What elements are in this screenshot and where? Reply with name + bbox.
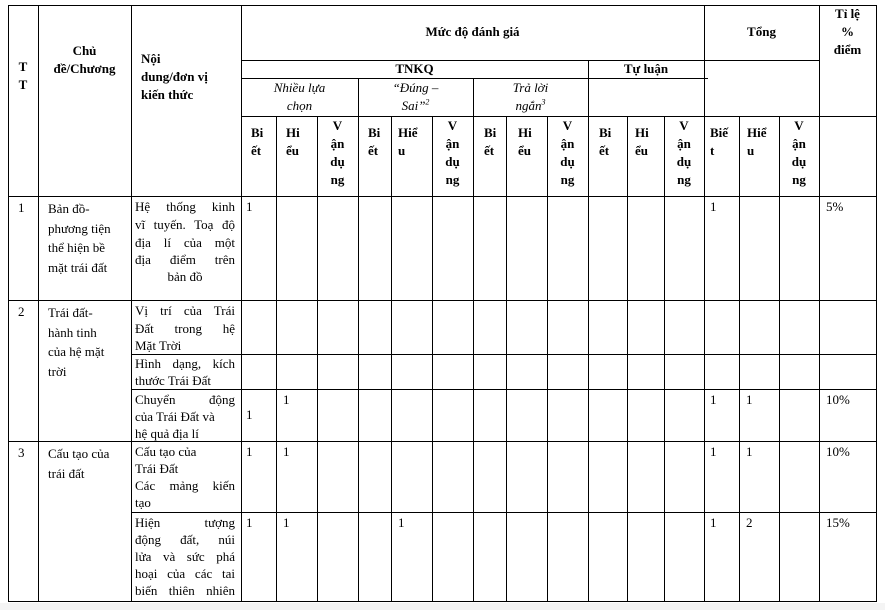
dung-sai-footnote: 2 bbox=[425, 97, 430, 107]
value-cell: 1 bbox=[246, 515, 253, 530]
page-edge bbox=[0, 603, 885, 610]
value-cell: 1 bbox=[710, 199, 717, 214]
tra-loi-ngan-footnote: 3 bbox=[541, 97, 546, 107]
level-header: V ận dụ ng bbox=[560, 118, 575, 187]
header-tnkq: TNKQ bbox=[395, 61, 434, 76]
value-cell: 1 bbox=[283, 444, 290, 459]
level-header: Bi ết bbox=[368, 125, 381, 158]
topic-cell: Trái đất- hành tinh của hệ mặt trời bbox=[48, 305, 105, 379]
header-ti-le: Tỉ lệ % điểm bbox=[833, 6, 862, 57]
tra-loi-ngan-label: Trả lời ngắn bbox=[512, 80, 549, 113]
level-header: Hi ểu bbox=[518, 125, 532, 158]
row-number: 1 bbox=[18, 200, 25, 215]
value-cell: 1 bbox=[746, 444, 753, 459]
percent-cell: 10% bbox=[826, 444, 850, 459]
header-tu-luan: Tự luận bbox=[623, 61, 669, 76]
value-cell: 2 bbox=[746, 515, 753, 530]
header-nhieu-lua-chon: Nhiều lựa chọn bbox=[273, 80, 326, 113]
value-cell: 1 bbox=[283, 515, 290, 530]
level-header: Hi ểu bbox=[635, 125, 649, 158]
value-cell: 1 bbox=[246, 444, 253, 459]
value-cell: 1 bbox=[398, 515, 405, 530]
level-header: Bi ết bbox=[251, 125, 264, 158]
value-cell: 1 bbox=[710, 444, 717, 459]
topic-cell: Cấu tạo của trái đất bbox=[48, 446, 110, 481]
header-tt: T T bbox=[18, 59, 28, 92]
value-cell: 1 bbox=[710, 392, 717, 407]
level-header: V ận dụ ng bbox=[445, 118, 460, 187]
level-header: Biế t bbox=[710, 125, 729, 158]
level-header: V ận dụ ng bbox=[791, 118, 807, 187]
percent-cell: 10% bbox=[826, 392, 850, 407]
level-header: Hiể u bbox=[398, 125, 418, 158]
level-header: V ận dụ ng bbox=[330, 118, 345, 187]
value-cell: 1 bbox=[246, 407, 253, 422]
header-chu-de: Chủ đề/Chương bbox=[53, 43, 116, 76]
header-dung-sai bbox=[358, 79, 473, 115]
level-header: Hi ểu bbox=[286, 125, 300, 158]
level-header: Hiể u bbox=[747, 125, 767, 158]
value-cell: 1 bbox=[283, 392, 290, 407]
dung-sai-label: “Đúng – Sai” bbox=[392, 80, 439, 113]
header-muc-do: Mức độ đánh giá bbox=[425, 24, 520, 39]
header-noi-dung: Nội dung/đơn vị kiến thức bbox=[141, 51, 208, 102]
row-number: 2 bbox=[18, 304, 25, 319]
value-cell: 1 bbox=[746, 392, 753, 407]
percent-cell: 5% bbox=[826, 199, 844, 214]
level-header: V ận dụ ng bbox=[676, 118, 692, 187]
header-tra-loi-ngan bbox=[473, 79, 588, 115]
level-header: Bi ết bbox=[599, 125, 612, 158]
value-cell: 1 bbox=[246, 199, 253, 214]
topic-cell: Bản đồ- phương tiện thể hiện bề mặt trái đất bbox=[48, 201, 111, 275]
percent-cell: 15% bbox=[826, 515, 850, 530]
header-tong: Tổng bbox=[747, 24, 776, 39]
level-header: Bi ết bbox=[484, 125, 497, 158]
value-cell: 1 bbox=[710, 515, 717, 530]
row-number: 3 bbox=[18, 445, 25, 460]
